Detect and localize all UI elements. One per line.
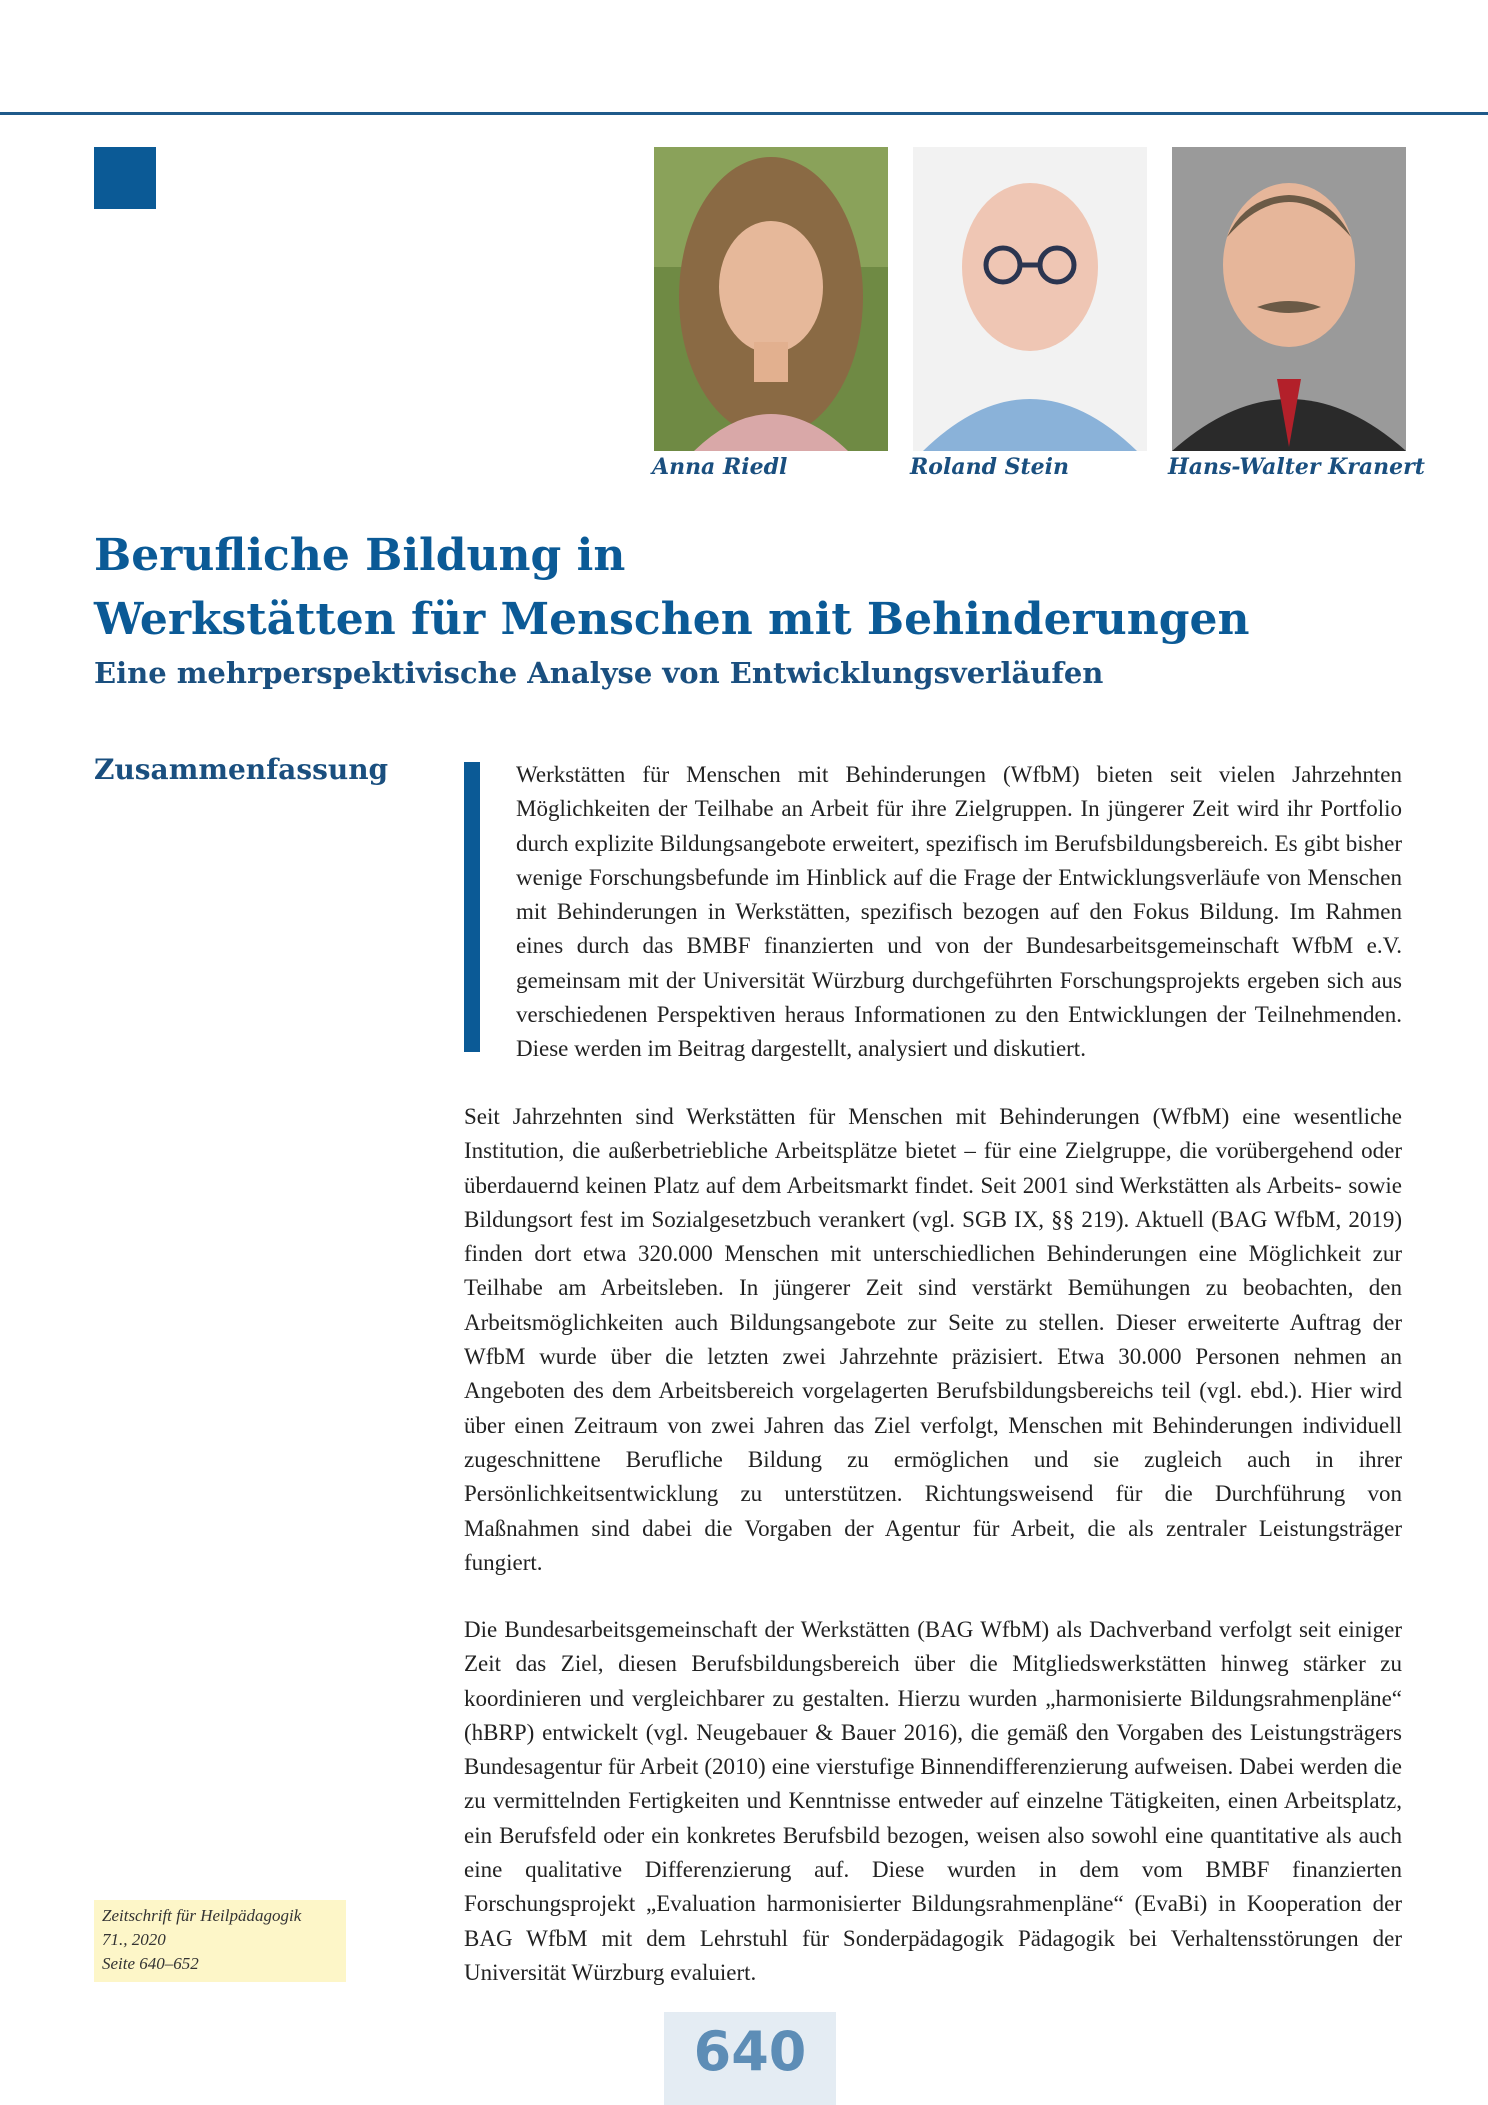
- author-photo-1: [654, 147, 888, 451]
- author-name: Hans-Walter Kranert: [1168, 454, 1425, 480]
- article-subtitle: Eine mehrperspektivische Analyse von Entwicklungsverläufen: [94, 656, 1104, 690]
- citation-volume: 71., 2020: [102, 1930, 166, 1949]
- title-line: Berufliche Bildung in: [94, 530, 626, 581]
- page-number-box: [664, 2012, 836, 2105]
- author-photo-2: [913, 147, 1147, 451]
- title-line: Werkstätten für Menschen mit Behinderungen: [94, 594, 1250, 645]
- decorative-square: [94, 147, 156, 209]
- author-name: Roland Stein: [910, 454, 1070, 480]
- author-photo-3: [1172, 147, 1406, 451]
- body-paragraph: Die Bundesarbeitsgemeinschaft der Werkstätten (BAG WfbM) als Dachverband verfolgt seit einiger Zeit das Ziel, diesen Berufsbildungsbereich über die Mitgliedswerkstätten hinweg stärker zu koordinieren und vergleichbarer zu gestalten. Hierzu wurden „harmonisierte Bildungsrahmenpläne“ (hBRP) entwickelt (vgl. Neugebauer & Bauer 2016), die gemäß den Vorgaben des Leistungsträgers Bundesagentur für Arbeit (2010) eine vierstufige Binnendifferenzierung aufweisen. Dabei werden die zu vermittelnden Fertigkeiten und Kenntnisse entweder auf einzelne Tätigkeiten, einen Arbeitsplatz, ein Berufsfeld oder ein konkretes Berufsbild bezogen, weisen also sowohl eine quantitative als auch eine qualitative Differenzierung auf. Diese wurden in dem vom BMBF finanzierten Forschungsprojekt „Evaluation harmonisierter Bildungsrahmenpläne“ (EvaBi) in Kooperation der BAG WfbM mit dem Lehrstuhl für Sonderpädagogik Pädagogik bei Verhaltensstörungen der Universität Würzburg evaluiert.: [464, 1617, 1402, 1985]
- article-title: [94, 524, 1394, 652]
- body-paragraph: Seit Jahrzehnten sind Werkstätten für Menschen mit Behinderungen (WfbM) eine wesentliche Institution, die außerbetriebliche Arbeitsplätze bietet – für eine Zielgruppe, die vorübergehend oder überdauernd keinen Platz auf dem Arbeitsmarkt findet. Seit 2001 sind Werkstätten als Arbeits- sowie Bildungsort fest im Sozialgesetzbuch verankert (vgl. SGB IX, §§ 219). Aktuell (BAG WfbM, 2019) finden dort etwa 320.000 Menschen mit unterschiedlichen Behinderungen eine Möglichkeit zur Teilhabe am Arbeitsleben. In jüngerer Zeit sind verstärkt Bemühungen zu beobachten, den Arbeitsmöglichkeiten auch Bildungsangebote zur Seite zu stellen. Dieser erweiterte Auftrag der WfbM wurde über die letzten zwei Jahrzehnte präzisiert. Etwa 30.000 Personen nehmen an Angeboten des dem Arbeitsbereich vorgelagerten Berufsbildungsbereichs teil (vgl. ebd.). Hier wird über einen Zeitraum von zwei Jahren das Ziel verfolgt, Menschen mit Behinderungen individuell zugeschnittene Berufliche Bildung zu ermöglichen und sie zugleich auch in ihrer Persönlichkeitsentwicklung zu unterstützen. Richtungsweisend für die Durchführung von Maßnahmen sind dabei die Vorgaben der Agentur für Arbeit, die als zentraler Leistungsträger fungiert.: [464, 1104, 1402, 1575]
- page-number: 640: [693, 2020, 807, 2083]
- abstract-accent-bar: [464, 762, 480, 1052]
- citation-journal: Zeitschrift für Heilpädagogik: [102, 1906, 302, 1925]
- top-rule: [0, 112, 1488, 115]
- citation-pages: Seite 640–652: [102, 1954, 199, 1973]
- author-name: Anna Riedl: [652, 454, 788, 480]
- journal-citation: [94, 1900, 346, 1982]
- summary-heading: Zusammenfassung: [94, 753, 389, 786]
- abstract-text: Werkstätten für Menschen mit Behinderungen (WfbM) bieten seit vielen Jahrzehnten Möglichkeiten der Teilhabe an Arbeit für ihre Zielgruppen. In jüngerer Zeit wird ihr Portfolio durch explizite Bildungsangebote erweitert, spezifisch im Berufsbildungsbereich. Es gibt bisher wenige Forschungsbefunde im Hinblick auf die Frage der Entwicklungsverläufe von Menschen mit Behinderungen in Werkstätten, spezifisch bezogen auf den Fokus Bildung. Im Rahmen eines durch das BMBF finanzierten und von der Bundesarbeitsgemeinschaft WfbM e.V. gemeinsam mit der Universität Würzburg durchgeführten Forschungsprojekts ergeben sich aus verschiedenen Perspektiven heraus Informationen zu den Entwicklungen der Teilnehmenden. Diese werden im Beitrag dargestellt, analysiert und diskutiert.: [516, 762, 1402, 1062]
